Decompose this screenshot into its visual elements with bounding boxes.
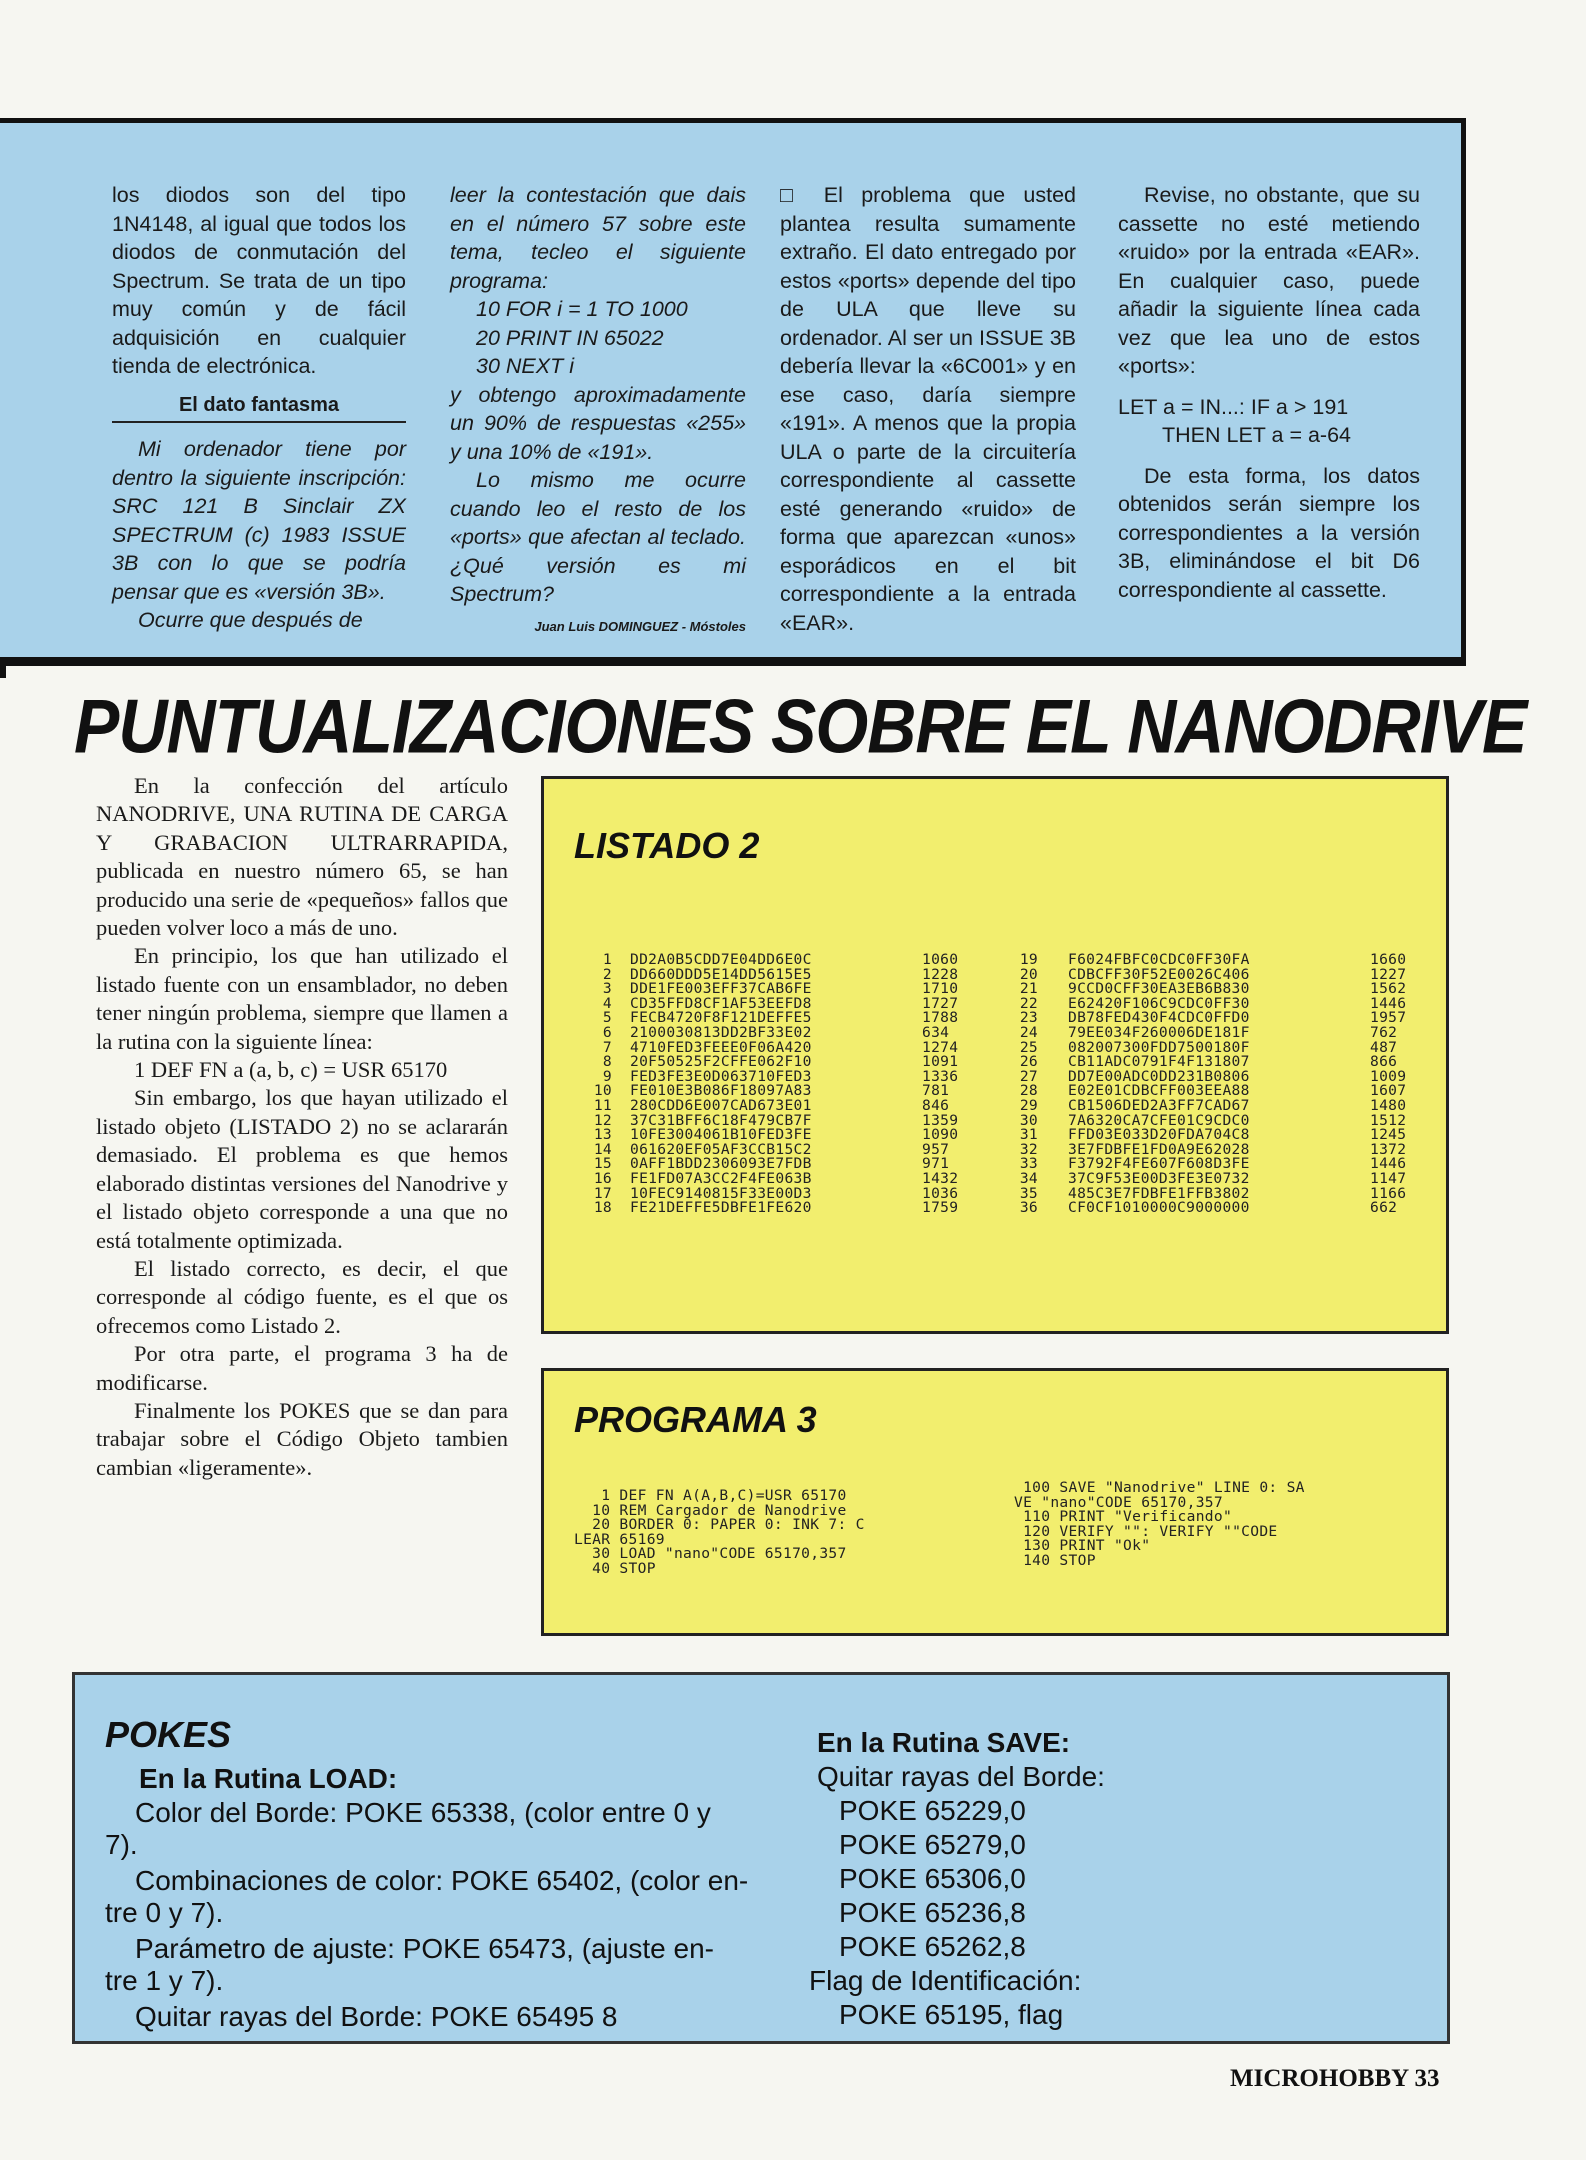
listing-left-hex: DD2A0B5CDD7E04DD6E0C DD660DDD5E14DD5615E5 DDE1FE003EFF37CAB6FE CD35FFD8CF1AF53EEFD8 FECB4720F8F121DEFFE5 2100030813DD2BF33E02 4710FED3FEEE0F06A420 20F50525F2CFFE062F10 FED3FE3E0D063710FED3 FE010E3B086F18097A83 280CDD6E007CAD673E01 37C31BFF6C18F479CB7F 10FE3004061B10FED3FE 061620EF05AF3CCB15C2 0AFF1BDD2306093E7FDB FE1FD07A3CC2F4FE063B 10FEC9140815F33E00D3 FE21DEFFE5DBFE1FE620 xyxy=(630,951,812,1217)
letter-signature: Juan Luis DOMINGUEZ - Móstoles xyxy=(534,618,746,634)
body-paragraph-1: En la confección del artículo NANODRIVE, UNA RUTINA DE CARGA Y GRABACION ULTRARRAPIDA, publicada en nuestro número 65, se han producido una serie de «pequeños» fallos que pueden volver loco a más de uno. xyxy=(96,773,508,941)
question-intro: leer la contestación que dais en el número 57 sobre este tema, tecleo el siguiente programa: xyxy=(450,183,746,293)
question-text-cont: Ocurre que después de xyxy=(138,608,363,632)
body-paragraph-3: Sin embargo, los que hayan utilizado el listado objeto (LISTADO 2) no se aclararán demasiado. El problema es que hemos elaborado distintas versiones del Nanodrive y el listado objeto corresponde a una que no está totalmente optimizada. xyxy=(96,1085,508,1253)
load-poke-adjust-cont: tre 1 y 7). xyxy=(105,1965,224,1996)
save-routine-heading: En la Rutina SAVE: xyxy=(817,1727,1071,1758)
save-border-stripes-label: Quitar rayas del Borde: xyxy=(817,1761,1105,1792)
load-poke-color-combo-cont: tre 0 y 7). xyxy=(105,1897,224,1928)
pokes-box xyxy=(72,1672,1450,2044)
listing-right-checksums: 1660 1227 1562 1446 1957 762 487 866 1009 1607 1480 1512 1245 1372 1446 1147 1166 662 xyxy=(1370,951,1407,1217)
basic-fix-line-1: LET a = IN...: IF a > 191 xyxy=(1118,394,1349,419)
question-result: y obtengo aproximadamente un 90% de respuestas «255» y una 10% de «191». xyxy=(450,382,746,464)
listing-left-checksums: 1060 1228 1710 1727 1788 634 1274 1091 1336 781 846 1359 1090 957 971 1432 1036 1759 xyxy=(922,951,959,1217)
answer-advice: Revise, no obstante, que su cassette no esté metiendo «ruido» por la entrada «EAR». En cualquier caso, puede añadir la siguiente línea cada vez que lea uno de estos «ports»: xyxy=(1118,183,1420,378)
letter-column-4 xyxy=(1118,181,1420,604)
pokes-title: POKES xyxy=(105,1714,232,1755)
body-paragraph-5: Por otra parte, el programa 3 ha de modificarse. xyxy=(96,1341,508,1395)
load-poke-adjust: Parámetro de ajuste: POKE 65473, (ajuste en- xyxy=(135,1933,714,1964)
listing-right-line-numbers: 19 20 21 22 23 24 25 26 27 28 29 30 31 32 33 34 35 36 xyxy=(1019,951,1038,1217)
load-routine-heading: En la Rutina LOAD: xyxy=(139,1763,398,1794)
question-text: Mi ordenador tiene por dentro la siguiente inscripción: SRC 121 B Sinclair ZX SPECTRUM (c) 1983 ISSUE 3B con lo que se podría pensar que es «versión 3B». xyxy=(112,437,406,604)
answer-bullet-icon: □ xyxy=(780,183,806,207)
save-poke-2: POKE 65279,0 xyxy=(839,1829,1026,1860)
save-flag-label: Flag de Identificación: xyxy=(809,1965,1082,1996)
body-paragraph-6: Finalmente los POKES que se dan para trabajar sobre el Código Objeto tambien cambian «ligeramente». xyxy=(96,1397,508,1480)
save-poke-flag: POKE 65195, flag xyxy=(839,1999,1064,2030)
save-poke-3: POKE 65306,0 xyxy=(839,1863,1026,1894)
programa-3-title: PROGRAMA 3 xyxy=(574,1399,817,1440)
programa-3-box xyxy=(541,1368,1449,1636)
basic-line-30: 30 NEXT i xyxy=(476,354,574,378)
section-subhead: El dato fantasma xyxy=(112,391,406,424)
answer-text: El problema que usted plantea resulta sumamente extraño. El dato entregado por estos «ports» depende del tipo de ULA que lleve su ordenador. Al ser un ISSUE 3B debería llevar la «6C001» y en ese caso, daría siempre «191». A menos que la propia ULA o parte de la circuitería correspondiente al cassette esté generando «ruido» de forma que aparezcan «unos» esporádicos en el bit correspondiente a la entrada «EAR». xyxy=(780,183,1076,635)
listado-2-title: LISTADO 2 xyxy=(574,825,760,866)
article-body xyxy=(96,772,508,1482)
answer-conclusion: De esta forma, los datos obtenidos serán siempre los correspondientes a la versión 3B, eliminándose el bit D6 correspondiente al cassette. xyxy=(1118,463,1420,602)
save-poke-1: POKE 65229,0 xyxy=(839,1795,1026,1826)
answer-diodes-text: los diodos son del tipo 1N4148, al igual que todos los diodos de conmutación del Spectrum. Se trata de un tipo muy común y de fácil adquisición en cualquier tienda de electrónica. xyxy=(112,183,406,378)
letter-column-2 xyxy=(450,181,746,641)
listing-left-line-numbers: 1 2 3 4 5 6 7 8 9 10 11 12 13 14 15 16 17 18 xyxy=(593,951,612,1217)
listing-right-hex: F6024FBFC0CDC0FF30FA CDBCFF30F52E0026C406 9CCD0CFF30EA3EB6B830 E62420F106C9CDC0FF30 DB78FED430F4CDC0FFD0 79EE034F260006DE181F 082007300FDD7500180F CB11ADC0791F4F131807 DD7E00ADC0DD231B0806 E02E01CDBCFF003EEA88 CB1506DED2A3FF7CAD67 7A6320CA7CFE01C9CDC0 FFD03E033D20FDA704C8 3E7FDBFE1FD0A9E62028 F3792F4FE607F608D3FE 37C9F53E00D3FE3E0732 485C3E7FDBFE1FFB3802 CF0CF1010000C9000000 xyxy=(1068,951,1250,1217)
load-poke-color-combo: Combinaciones de color: POKE 65402, (color en- xyxy=(135,1865,749,1896)
letter-column-1 xyxy=(112,181,406,635)
basic-fix-line-2: THEN LET a = a-64 xyxy=(1162,423,1352,447)
reader-letters-box xyxy=(0,118,1466,666)
load-poke-border-color: Color del Borde: POKE 65338, (color entre 0 y xyxy=(135,1797,711,1828)
load-poke-border-color-cont: 7). xyxy=(105,1829,138,1860)
program-left-code: 1 DEF FN A(A,B,C)=USR 65170 10 REM Cargador de Nanodrive 20 BORDER 0: PAPER 0: INK 7: C LEAR 65169 30 LOAD "nano"CODE 65170,357 40 STOP xyxy=(574,1487,865,1577)
body-paragraph-2: En principio, los que han utilizado el listado fuente con un ensamblador, no deben tener ningún problema, siempre que llamen a la rutina con la siguiente línea: xyxy=(96,943,508,1054)
body-paragraph-4: El listado correcto, es decir, el que corresponde al código fuente, es el que os ofrecemos como Listado 2. xyxy=(96,1255,508,1338)
load-poke-border-stripes: Quitar rayas del Borde: POKE 65495 8 xyxy=(135,2001,618,2032)
letter-column-3 xyxy=(780,181,1076,637)
save-poke-5: POKE 65262,8 xyxy=(839,1931,1026,1962)
program-right-code: 100 SAVE "Nanodrive" LINE 0: SA VE "nano"CODE 65170,357 110 PRINT "Verificando" 120 VERIFY "": VERIFY ""CODE 130 PRINT "Ok" 140 STOP xyxy=(1014,1479,1305,1569)
basic-line-20: 20 PRINT IN 65022 xyxy=(476,325,664,350)
listado-2-box xyxy=(541,776,1449,1334)
page-footer: MICROHOBBY 33 xyxy=(1230,2065,1440,2092)
basic-line-10: 10 FOR i = 1 TO 1000 xyxy=(476,297,688,321)
question-closing: Lo mismo me ocurre cuando leo el resto de los «ports» que afectan al teclado. ¿Qué versión es mi Spectrum? xyxy=(450,468,746,606)
body-code-line: 1 DEF FN a (a, b, c) = USR 65170 xyxy=(134,1057,448,1083)
save-poke-4: POKE 65236,8 xyxy=(839,1897,1026,1928)
article-headline: PUNTUALIZACIONES SOBRE EL NANODRIVE xyxy=(74,684,1527,770)
